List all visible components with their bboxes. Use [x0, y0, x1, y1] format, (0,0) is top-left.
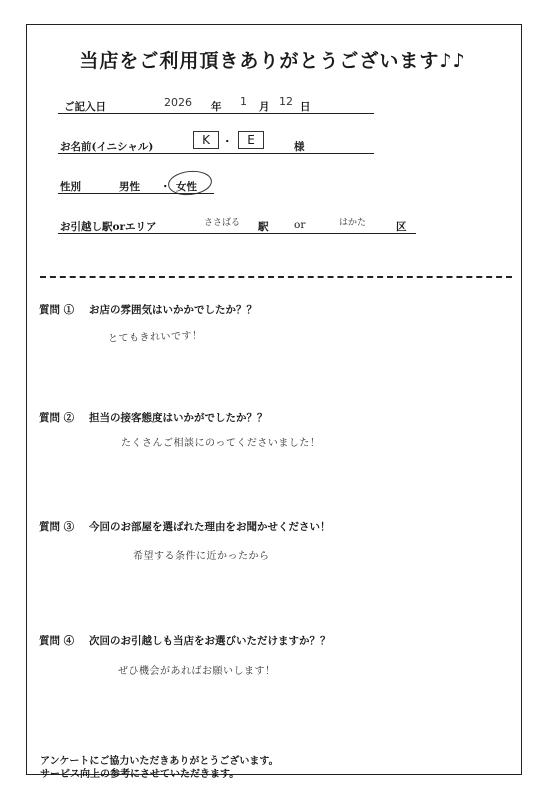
question-number: 質問 ④ — [39, 635, 75, 647]
answer-1: とてもきれいです！ — [107, 330, 203, 345]
question-1 — [39, 302, 257, 317]
question-text: 担当の接客態度はいかがでしたか？？ — [89, 412, 268, 424]
gender-label: 性別 — [60, 181, 81, 193]
form-title: 当店をご利用頂きありがとうございます♪♪ — [79, 50, 466, 72]
name-label: お名前(イニシャル) — [60, 141, 154, 153]
initial-dot: ・ — [222, 136, 233, 148]
question-number: 質問 ③ — [39, 521, 75, 533]
day-unit: 日 — [300, 101, 311, 113]
question-number: 質問 ② — [39, 412, 75, 424]
footer-note: サービス向上の参考にさせていただきます。 — [40, 769, 240, 780]
question-number: 質問 ① — [39, 304, 75, 316]
month-unit: 月 — [259, 101, 270, 113]
gender-underline — [58, 193, 214, 194]
question-4 — [39, 633, 331, 648]
date-month: 1 — [240, 95, 247, 108]
name-underline — [58, 153, 374, 154]
section-divider — [40, 276, 512, 278]
area-value: はかた — [339, 218, 367, 228]
or-text: or — [294, 219, 306, 231]
area-underline — [58, 233, 416, 234]
honorific: 様 — [294, 141, 305, 153]
gender-separator: ・ — [160, 181, 171, 193]
initial-box-2: E — [238, 131, 264, 149]
year-unit: 年 — [211, 101, 222, 113]
answer-3: 希望する条件に近かったから — [133, 551, 270, 562]
date-label: ご記入日 — [64, 101, 106, 113]
question-2 — [39, 410, 268, 425]
answer-4: ぜひ機会があればお願いします！ — [118, 666, 276, 677]
gender-male: 男性 — [119, 181, 140, 193]
area-label: お引越し駅orエリア — [60, 221, 157, 233]
question-text: 次回のお引越しも当店をお選びいただけますか？？ — [89, 635, 331, 647]
answer-2: たくさんご相談にのってくださいました！ — [121, 438, 321, 449]
footer-thanks: アンケートにご協力いただきありがとうございます。 — [40, 756, 279, 767]
date-day: 12 — [279, 95, 293, 108]
question-text: お店の雰囲気はいかかでしたか？？ — [89, 304, 257, 316]
initial-box-1: K — [193, 131, 219, 149]
question-text: 今回のお部屋を選ばれた理由をお聞かせください！ — [89, 521, 331, 533]
date-underline — [58, 113, 374, 114]
station-unit: 駅 — [258, 221, 269, 233]
question-3 — [39, 519, 331, 534]
area-unit: 区 — [396, 221, 407, 233]
station-value: ささばる — [204, 218, 241, 228]
gender-female: 女性 — [176, 181, 197, 193]
date-year: 2026 — [164, 96, 192, 109]
